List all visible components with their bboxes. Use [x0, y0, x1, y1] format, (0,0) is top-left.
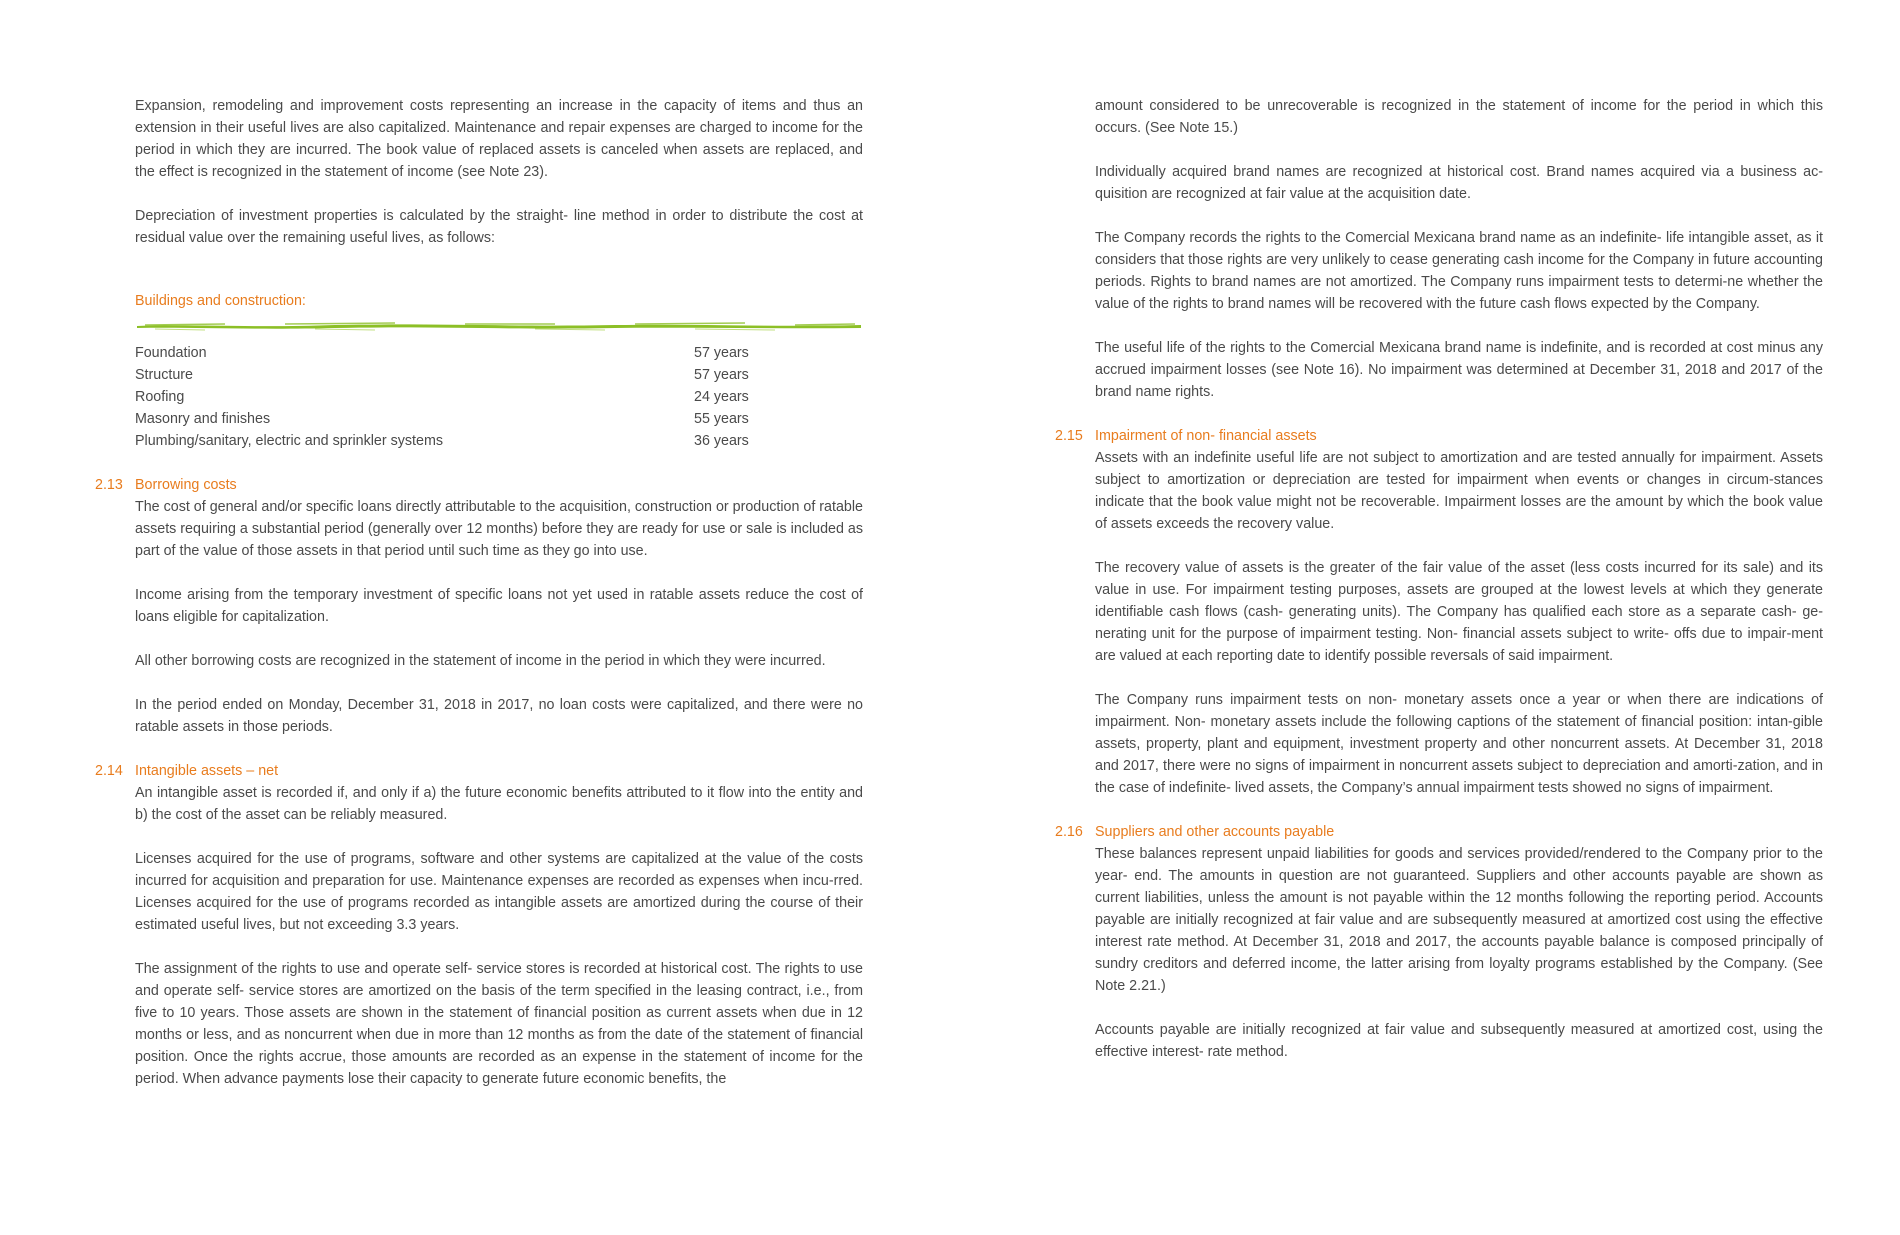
section-body-2-14: [135, 782, 863, 1090]
paragraph: The useful life of the rights to the Comercial Mexicana brand name is indefinite, and is recorded at cost minus any accrued impairment losses (see Note 16). No impairment was determined at December 31, 2018 and 2017 of the brand name rights.: [1095, 340, 1823, 400]
section-body-2-16: [1095, 843, 1823, 1063]
section-heading-2-15: [1055, 425, 1825, 447]
table-row: [135, 386, 863, 408]
row-value: 55 years: [694, 411, 749, 427]
section-number: 2.15: [1055, 428, 1083, 444]
paragraph: Expansion, remodeling and improvement costs representing an increase in the capacity of items and thus an extension in their useful lives are also capitalized. Maintenance and repair expenses are charged to income for the period in which they are incurred. The book value of replaced assets is canceled when assets are replaced, and the effect is recognized in the statement of income (see Note 23).: [135, 98, 863, 180]
paragraph: The Company runs impairment tests on non- monetary assets once a year or when there are indications of impairment. Non- monetary assets include the following captions of the statement of financial position: intan-gible assets, property, plant and equipment, investment property and other noncurrent assets. At December 31, 2018 and 2017, there were no signs of impairment in noncurrent assets subject to depreciation and amorti-zation, and in the case of indefinite- lived assets, the Company’s annual impairment tests showed no signs of impairment.: [1095, 692, 1823, 796]
right-intro: [1095, 95, 1823, 403]
row-value: 24 years: [694, 389, 749, 405]
paragraph: Depreciation of investment properties is calculated by the straight- line method in order to distribute the cost at residual value over the remaining useful lives, as follows:: [135, 208, 863, 246]
row-label: Roofing: [135, 389, 185, 405]
row-value: 36 years: [694, 433, 749, 449]
row-value: 57 years: [694, 345, 749, 361]
paragraph: All other borrowing costs are recognized in the statement of income in the period in which they were incurred.: [135, 653, 826, 669]
paragraph: Income arising from the temporary investment of specific loans not yet used in ratable assets reduce the cost of loans eligible for capitalization.: [135, 587, 863, 625]
section-body-2-15: [1095, 447, 1823, 799]
section-heading-2-13: [95, 474, 865, 496]
buildings-heading: Buildings and construction:: [135, 293, 306, 309]
paragraph: The cost of general and/or specific loans directly attributable to the acquisition, construction or production of ratable assets requiring a substantial period (generally over 12 months) before they are ready for use or sale is included as part of the value of those assets in that period until such time as they go into use.: [135, 499, 863, 559]
section-number: 2.13: [95, 477, 123, 493]
paragraph: amount considered to be unrecoverable is recognized in the statement of income for the period in which this occurs. (See Note 15.): [1095, 98, 1823, 136]
section-title: Intangible assets – net: [135, 763, 279, 779]
section-title: Borrowing costs: [135, 477, 237, 493]
paragraph: The Company records the rights to the Comercial Mexicana brand name as an indefinite- life intangible asset, as it considers that those rights are very unlikely to cease generating cash income for the Company in future accounting periods. Rights to brand names are not amortized. The Company runs impairment tests to determi-ne whether the value of the rights to brand names will be recovered with the future cash flows expected by the Company.: [1095, 230, 1823, 312]
right-column: [1055, 95, 1825, 1085]
row-label: Foundation: [135, 345, 207, 361]
green-brush-divider: [135, 320, 863, 332]
section-number: 2.16: [1055, 824, 1083, 840]
useful-lives-table: [135, 342, 863, 452]
paragraph: These balances represent unpaid liabilities for goods and services provided/rendered to the Company prior to the year- end. The amounts in question are not guaranteed. Suppliers and other accounts payable are shown as current liabilities, unless the amount is not payable within the 12 months following the reporting period. Accounts payable are initially recognized at fair value and are subsequently measured at amortized cost using the effective interest rate method. At December 31, 2018 and 2017, the accounts payable balance is composed principally of sundry creditors and deferred income, the latter arising from loyalty programs established by the Company. (See Note 2.21.): [1095, 846, 1823, 994]
paragraph: Licenses acquired for the use of programs, software and other systems are capitalized at the value of the costs incurred for acquisition and preparation for use. Maintenance expenses are recorded as expenses when incu-rred. Licenses acquired for the use of programs recorded as intangible assets are amortized during the course of their estimated useful lives, but not exceeding 3.3 years.: [135, 851, 863, 933]
section-heading-2-14: [95, 760, 865, 782]
paragraph: In the period ended on Monday, December 31, 2018 in 2017, no loan costs were capitalized, and there were no ratable assets in those periods.: [135, 697, 863, 735]
row-label: Structure: [135, 367, 194, 383]
paragraph: An intangible asset is recorded if, and only if a) the future economic benefits attributed to it flow into the entity and b) the cost of the asset can be reliably measured.: [135, 785, 863, 823]
section-number: 2.14: [95, 763, 123, 779]
paragraph: Accounts payable are initially recognized at fair value and subsequently measured at amortized cost, using the effective interest- rate method.: [1095, 1022, 1823, 1060]
paragraph: Individually acquired brand names are recognized at historical cost. Brand names acquired via a business ac-quisition are recognized at fair value at the acquisition date.: [1095, 164, 1823, 202]
left-column: [95, 95, 865, 1112]
table-row: [135, 364, 863, 386]
section-title: Impairment of non- financial assets: [1095, 428, 1317, 444]
section-title: Suppliers and other accounts payable: [1095, 824, 1335, 840]
table-row: [135, 408, 863, 430]
left-intro: [135, 95, 863, 452]
row-label: Plumbing/sanitary, electric and sprinkler systems: [135, 433, 444, 449]
paragraph: The recovery value of assets is the greater of the fair value of the asset (less costs incurred for its sale) and its value in use. For impairment testing purposes, assets are grouped at the lowest levels at which they generate identifiable cash flows (cash- generating units). The Company has qualified each store as a separate cash- ge-nerating unit for the purpose of impairment testing. Non- financial assets subject to write- offs due to impair-ment are valued at each reporting date to identify possible reversals of said impairment.: [1095, 560, 1823, 664]
table-row: [135, 430, 863, 452]
table-row: [135, 342, 863, 364]
row-label: Masonry and finishes: [135, 411, 271, 427]
section-body-2-13: [135, 496, 863, 738]
row-value: 57 years: [694, 367, 749, 383]
section-heading-2-16: [1055, 821, 1825, 843]
paragraph: The assignment of the rights to use and operate self- service stores is recorded at historical cost. The rights to use and operate self- service stores are amortized on the basis of the term specified in the leasing contract, i.e., from five to 10 years. Those assets are shown in the statement of financial position as current assets when due in 12 months or less, and as noncurrent when due in more than 12 months as from the date of the statement of financial position. Once the rights accrue, those amounts are recorded as an expense in the statement of income for the period. When advance payments lose their capacity to generate future economic benefits, the: [135, 961, 863, 1087]
paragraph: Assets with an indefinite useful life are not subject to amortization and are tested annually for impairment. Assets subject to amortization or depreciation are tested for impairment when events or changes in circum-stances indicate that the book value might not be recoverable. Impairment losses are the amount by which the book value of assets exceeds the recovery value.: [1095, 450, 1823, 532]
